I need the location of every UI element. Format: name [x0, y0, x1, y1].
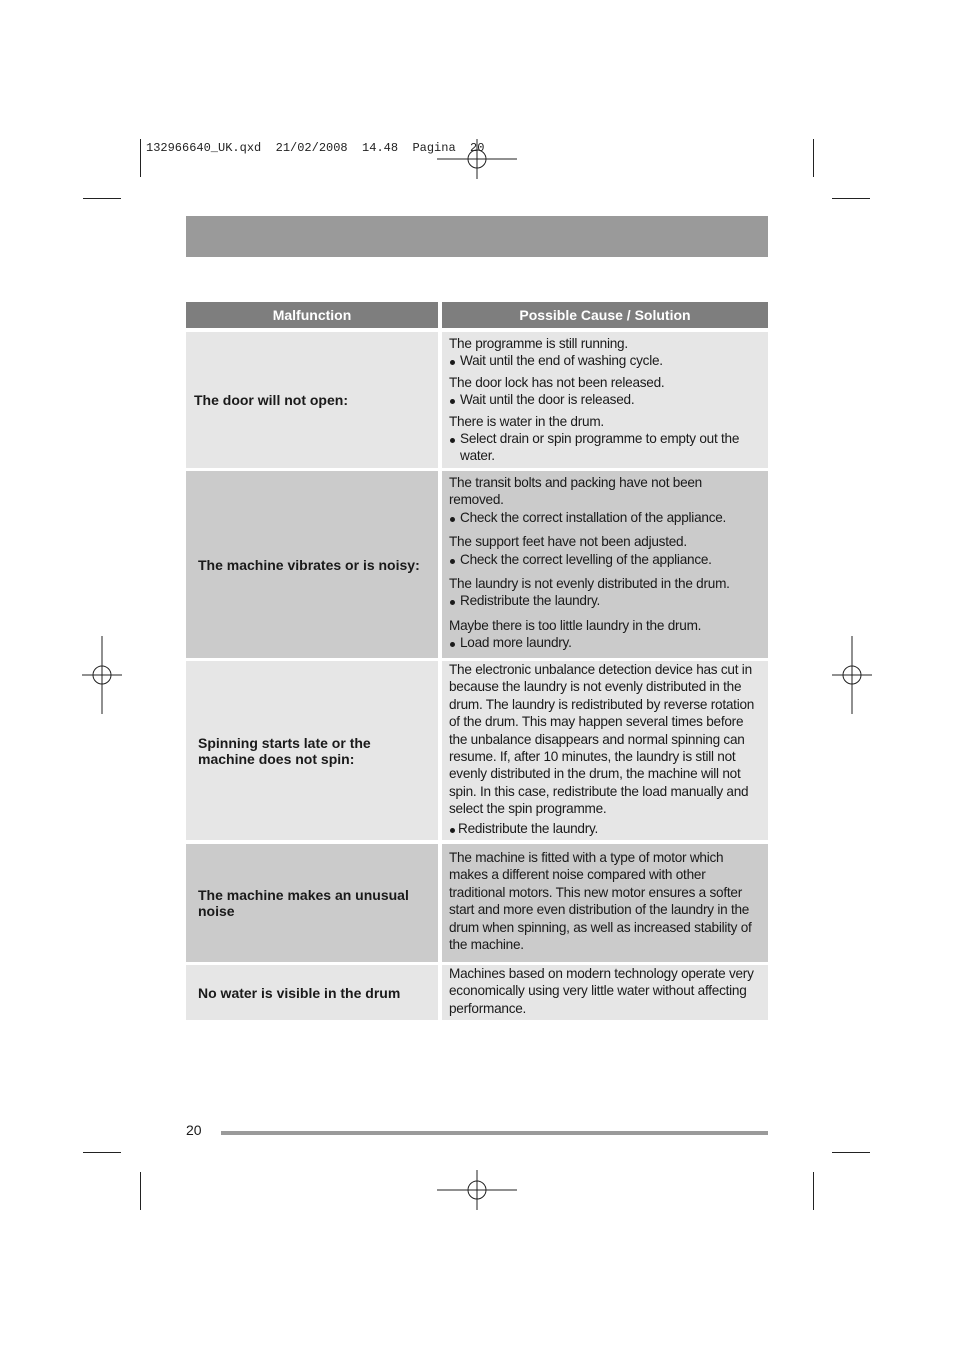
- cause-cell: [442, 965, 768, 1020]
- malfunction-cell: [186, 661, 438, 840]
- solution-bullet: Select drain or spin programme to empty out the water.: [449, 430, 762, 465]
- cause-text: Machines based on modern technology operate very economically using very little water without affecting performance.: [449, 966, 754, 1016]
- cause-text: The support feet have not been adjusted.: [449, 534, 687, 550]
- malfunction-cell: [186, 844, 438, 962]
- registration-mark-icon: [832, 636, 872, 714]
- registration-mark-icon: [437, 1170, 517, 1210]
- solution-bullet: Check the correct levelling of the appliance.: [449, 551, 762, 568]
- registration-mark-icon: [437, 139, 517, 179]
- cause-text: The laundry is not evenly distributed in the drum.: [449, 576, 730, 592]
- column-header-malfunction: Malfunction: [186, 302, 438, 328]
- section-header-bar: [186, 216, 768, 257]
- solution-bullet: Load more laundry.: [449, 634, 762, 651]
- cause-text: The programme is still running.: [449, 336, 628, 351]
- solution-bullet: Redistribute the laundry.: [449, 592, 762, 609]
- table-row: [186, 965, 768, 1020]
- crop-mark: [813, 139, 814, 177]
- malfunction-cell: [186, 471, 438, 658]
- footer-rule: [221, 1131, 768, 1135]
- cause-text: The transit bolts and packing have not been removed.: [449, 475, 702, 508]
- crop-mark: [832, 198, 870, 199]
- crop-mark: [140, 1172, 141, 1210]
- solution-bullet: Redistribute the laundry.: [449, 820, 762, 837]
- table-row: [186, 661, 768, 840]
- malfunction-cell: [186, 965, 438, 1020]
- column-header-cause: Possible Cause / Solution: [442, 302, 768, 328]
- malfunction-label: No water is visible in the drum: [198, 984, 401, 1001]
- crop-mark: [832, 1152, 870, 1153]
- crop-mark: [140, 139, 141, 177]
- table-row: [186, 844, 768, 962]
- malfunction-label: Spinning starts late or the machine does not spin:: [198, 734, 371, 767]
- cause-text: There is water in the drum.: [449, 413, 604, 429]
- solution-bullet: Wait until the door is released.: [449, 391, 762, 408]
- cause-cell: [442, 471, 768, 658]
- solution-bullet: Check the correct installation of the appliance.: [449, 509, 762, 526]
- malfunction-label: The door will not open:: [194, 392, 348, 408]
- crop-mark: [813, 1172, 814, 1210]
- solution-bullet: Wait until the end of washing cycle.: [449, 352, 762, 369]
- table-row: [186, 332, 768, 468]
- cause-text: The machine is fitted with a type of motor which makes a different noise compared with other traditional motors. This new motor ensures a softer start and more even distribution of the laundry in the drum when spinning, as well as increased stability of the machine.: [449, 850, 752, 953]
- malfunction-cell: [186, 332, 438, 468]
- cause-text: The door lock has not been released.: [449, 374, 665, 390]
- malfunction-label: The machine vibrates or is noisy:: [198, 556, 420, 573]
- page-number: 20: [186, 1122, 202, 1138]
- cause-cell: [442, 844, 768, 962]
- print-slug: 132966640_UK.qxd 21/02/2008 14.48 Pagina 20: [146, 141, 485, 155]
- table-row: [186, 471, 768, 658]
- cause-cell: [442, 661, 768, 840]
- registration-mark-icon: [82, 636, 122, 714]
- crop-mark: [83, 1152, 121, 1153]
- malfunction-label: The machine makes an unusual noise: [198, 887, 409, 919]
- crop-mark: [83, 198, 121, 199]
- cause-cell: [442, 332, 768, 468]
- cause-text: The electronic unbalance detection device has cut in because the laundry is not evenly distributed in the drum. The laundry is redistributed by reverse rotation of the drum. This may happen several times before the unbalance disappears and normal spinning can resume. If, after 10 minutes, the laundry is still not evenly distributed in the drum, the machine will not spin. In this case, redistribute the load manually and select the spin programme.: [449, 662, 755, 817]
- cause-text: Maybe there is too little laundry in the drum.: [449, 617, 702, 633]
